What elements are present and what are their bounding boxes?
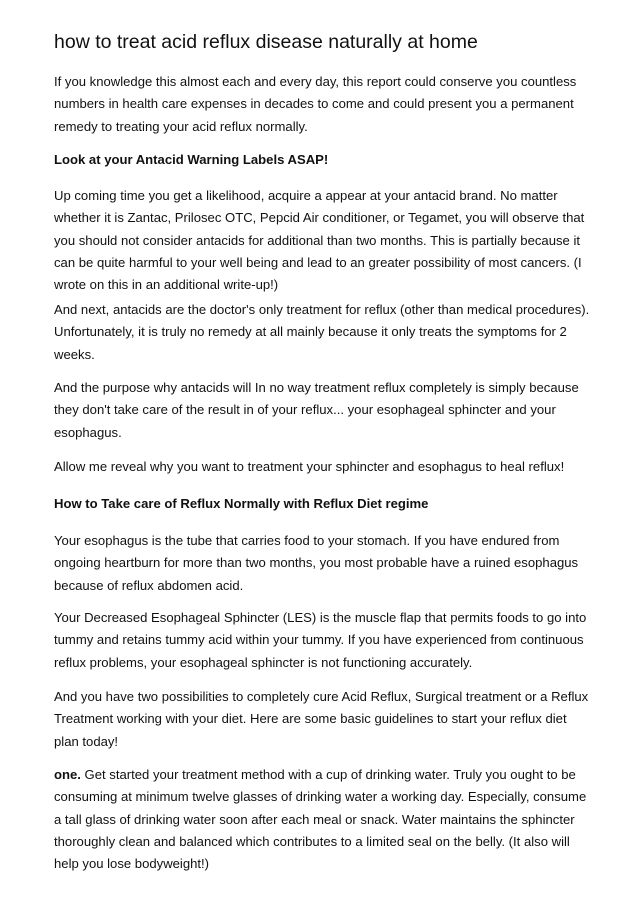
document-title: how to treat acid reflux disease naturally at home	[54, 31, 478, 53]
cause-of-reflux-paragraph: And the purpose why antacids will In no way treatment reflux completely is simply because they don't take care of the result in of your reflux... your esophageal sphincter and your esophagus.	[54, 380, 579, 440]
antacid-label-paragraph: Up coming time you get a likelihood, acquire a appear at your antacid brand. No matter whether it is Zantac, Prilosec OTC, Pepcid Air conditioner, or Tegamet, you will observe that you should not consider antacids for additional than two months. This is partially because it can be quite harmful to your well being and lead to an greater possibility of most cancers. (I wrote on this in an additional write-up!)	[54, 188, 585, 293]
step-one-label: one.	[54, 767, 81, 782]
esophagus-paragraph: Your esophagus is the tube that carries food to your stomach. If you have endured from ongoing heartburn for more than two months, you most probable have a ruined esophagus because of reflux abdomen acid.	[54, 533, 579, 593]
sphincter-paragraph: Allow me reveal why you want to treatment your sphincter and esophagus to heal reflux!	[54, 459, 565, 474]
antacid-treatment-paragraph: And next, antacids are the doctor's only treatment for reflux (other than medical procedures). Unfortunately, it is truly no remedy at all mainly because it only treats the symptoms for 2 weeks.	[54, 302, 590, 362]
cure-options-paragraph: And you have two possibilities to completely cure Acid Reflux, Surgical treatment or a Reflux Treatment working with your diet. Here are some basic guidelines to start your reflux diet plan today!	[54, 689, 589, 749]
step-one-paragraph	[54, 764, 594, 875]
section-heading-antacid-labels: Look at your Antacid Warning Labels ASAP!	[54, 152, 329, 167]
step-one-text: Get started your treatment method with a cup of drinking water. Truly you ought to be consuming at minimum twelve glasses of drinking water a working day. Especially, consume a tall glass of drinking water soon after each meal or snack. Water maintains the sphincter thoroughly clean and balanced which contributes to a limited seal on the belly. (It also will help you lose bodyweight!)	[54, 767, 587, 872]
intro-paragraph: If you knowledge this almost each and every day, this report could conserve you countless numbers in health care expenses in decades to come and could present you a permanent remedy to treating your acid reflux normally.	[54, 74, 577, 134]
section-heading-reflux-diet: How to Take care of Reflux Normally with Reflux Diet regime	[54, 496, 429, 511]
les-paragraph: Your Decreased Esophageal Sphincter (LES) is the muscle flap that permits foods to go into tummy and retains tummy acid within your tummy. If you have experienced from continuous reflux problems, your esophageal sphincter is not functioning accurately.	[54, 610, 587, 670]
